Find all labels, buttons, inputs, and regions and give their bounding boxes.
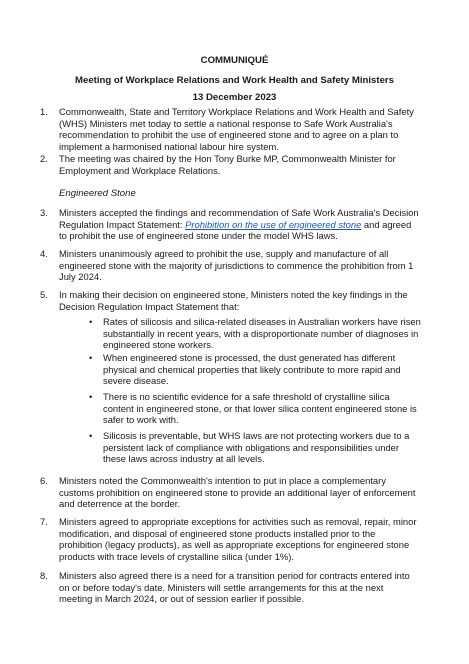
bullet-item <box>89 430 421 465</box>
bullet-item <box>89 391 421 426</box>
bullet-text: Silicosis is preventable, but WHS laws are not protecting workers due to a persistent lack of compliance with obligations and responsibilities under these laws across industry at all levels. <box>103 430 410 465</box>
list-item-5 <box>40 289 419 312</box>
item-number: 3. <box>40 207 48 218</box>
list-item-8 <box>40 570 419 605</box>
item-text: Ministers agreed to appropriate exceptions for activities such as removal, repair, minor modification, and disposal of engineered stone products installed prior to the prohibition (legacy products), as well as appropriate exceptions for engineered stone products with trace levels of crystalline silica (under 1%). <box>59 516 417 562</box>
item-number: 1. <box>40 106 48 117</box>
meeting-date: 13 December 2023 <box>192 92 277 103</box>
item-text-before: Ministers accepted the findings and recommendation of Safe Work Australia's Decision Regulation Impact Statement: <box>59 207 419 230</box>
item-number: 2. <box>40 153 48 164</box>
meeting-title: Meeting of Workplace Relations and Work Health and Safety Ministers <box>75 75 394 86</box>
list-item-1 <box>40 106 419 152</box>
bullet-text: Rates of silicosis and silica-related diseases in Australian workers have risen substantially in recent years, with a disproportionate number of diagnoses in engineered stone workers. <box>103 316 421 351</box>
item-text: Commonwealth, State and Territory Workplace Relations and Work Health and Safety (WHS) Ministers met today to settle a national response to Safe Work Australia's recommendation to prohibit the use of engineered stone and to agree on a plan to implement a harmonised national labour hire system. <box>59 106 414 152</box>
item-text: The meeting was chaired by the Hon Tony Burke MP, Commonwealth Minister for Employment and Workplace Relations. <box>59 153 396 176</box>
bullet-item <box>89 352 421 387</box>
list-item-7 <box>40 516 419 562</box>
bullet-text: When engineered stone is processed, the dust generated has different physical and chemical properties that likely contribute to more rapid and severe disease. <box>103 352 401 387</box>
item-text: Ministers also agreed there is a need for a transition period for contracts entered into on or before today's date. Ministers will settle arrangements for this at the next meeting in March 2024, or out of session earlier if possible. <box>59 570 410 605</box>
list-item-3 <box>40 207 419 242</box>
item-number: 6. <box>40 475 48 486</box>
bullet-icon: • <box>89 316 93 327</box>
list-item-4 <box>40 248 419 283</box>
item-text: In making their decision on engineered stone, Ministers noted the key findings in the Decision Regulation Impact Statement that: <box>59 289 408 312</box>
item-text-after: and agreed to prohibit the use of engineered stone under the model WHS laws. <box>59 218 412 242</box>
bullet-icon: • <box>89 391 93 402</box>
item-number: 4. <box>40 248 48 259</box>
item-text: Ministers unanimously agreed to prohibit the use, supply and manufacture of all engineered stone with the majority of jurisdictions to commence the prohibition from 1 July 2024. <box>59 248 414 283</box>
bullet-icon: • <box>89 430 93 441</box>
bullet-text: There is no scientific evidence for a safe threshold of crystalline silica content in engineered stone, or that lower silica content engineered stone is safer to work with. <box>103 391 417 426</box>
bullet-item <box>89 316 421 351</box>
section-heading: Engineered Stone <box>59 188 136 199</box>
bullet-icon: • <box>89 352 93 363</box>
item-number: 8. <box>40 570 48 581</box>
document-title: COMMUNIQUÉ <box>200 55 269 66</box>
item-number: 5. <box>40 289 48 300</box>
item-number: 7. <box>40 516 48 527</box>
item-text: Ministers noted the Commonwealth's intention to put in place a complementary customs prohibition on engineered stone to provide an additional layer of enforcement and deterrence at the border. <box>59 475 416 510</box>
list-item-2 <box>40 153 419 176</box>
list-item-6 <box>40 475 419 510</box>
prohibition-link[interactable]: Prohibition on the use of engineered stone <box>185 218 362 230</box>
